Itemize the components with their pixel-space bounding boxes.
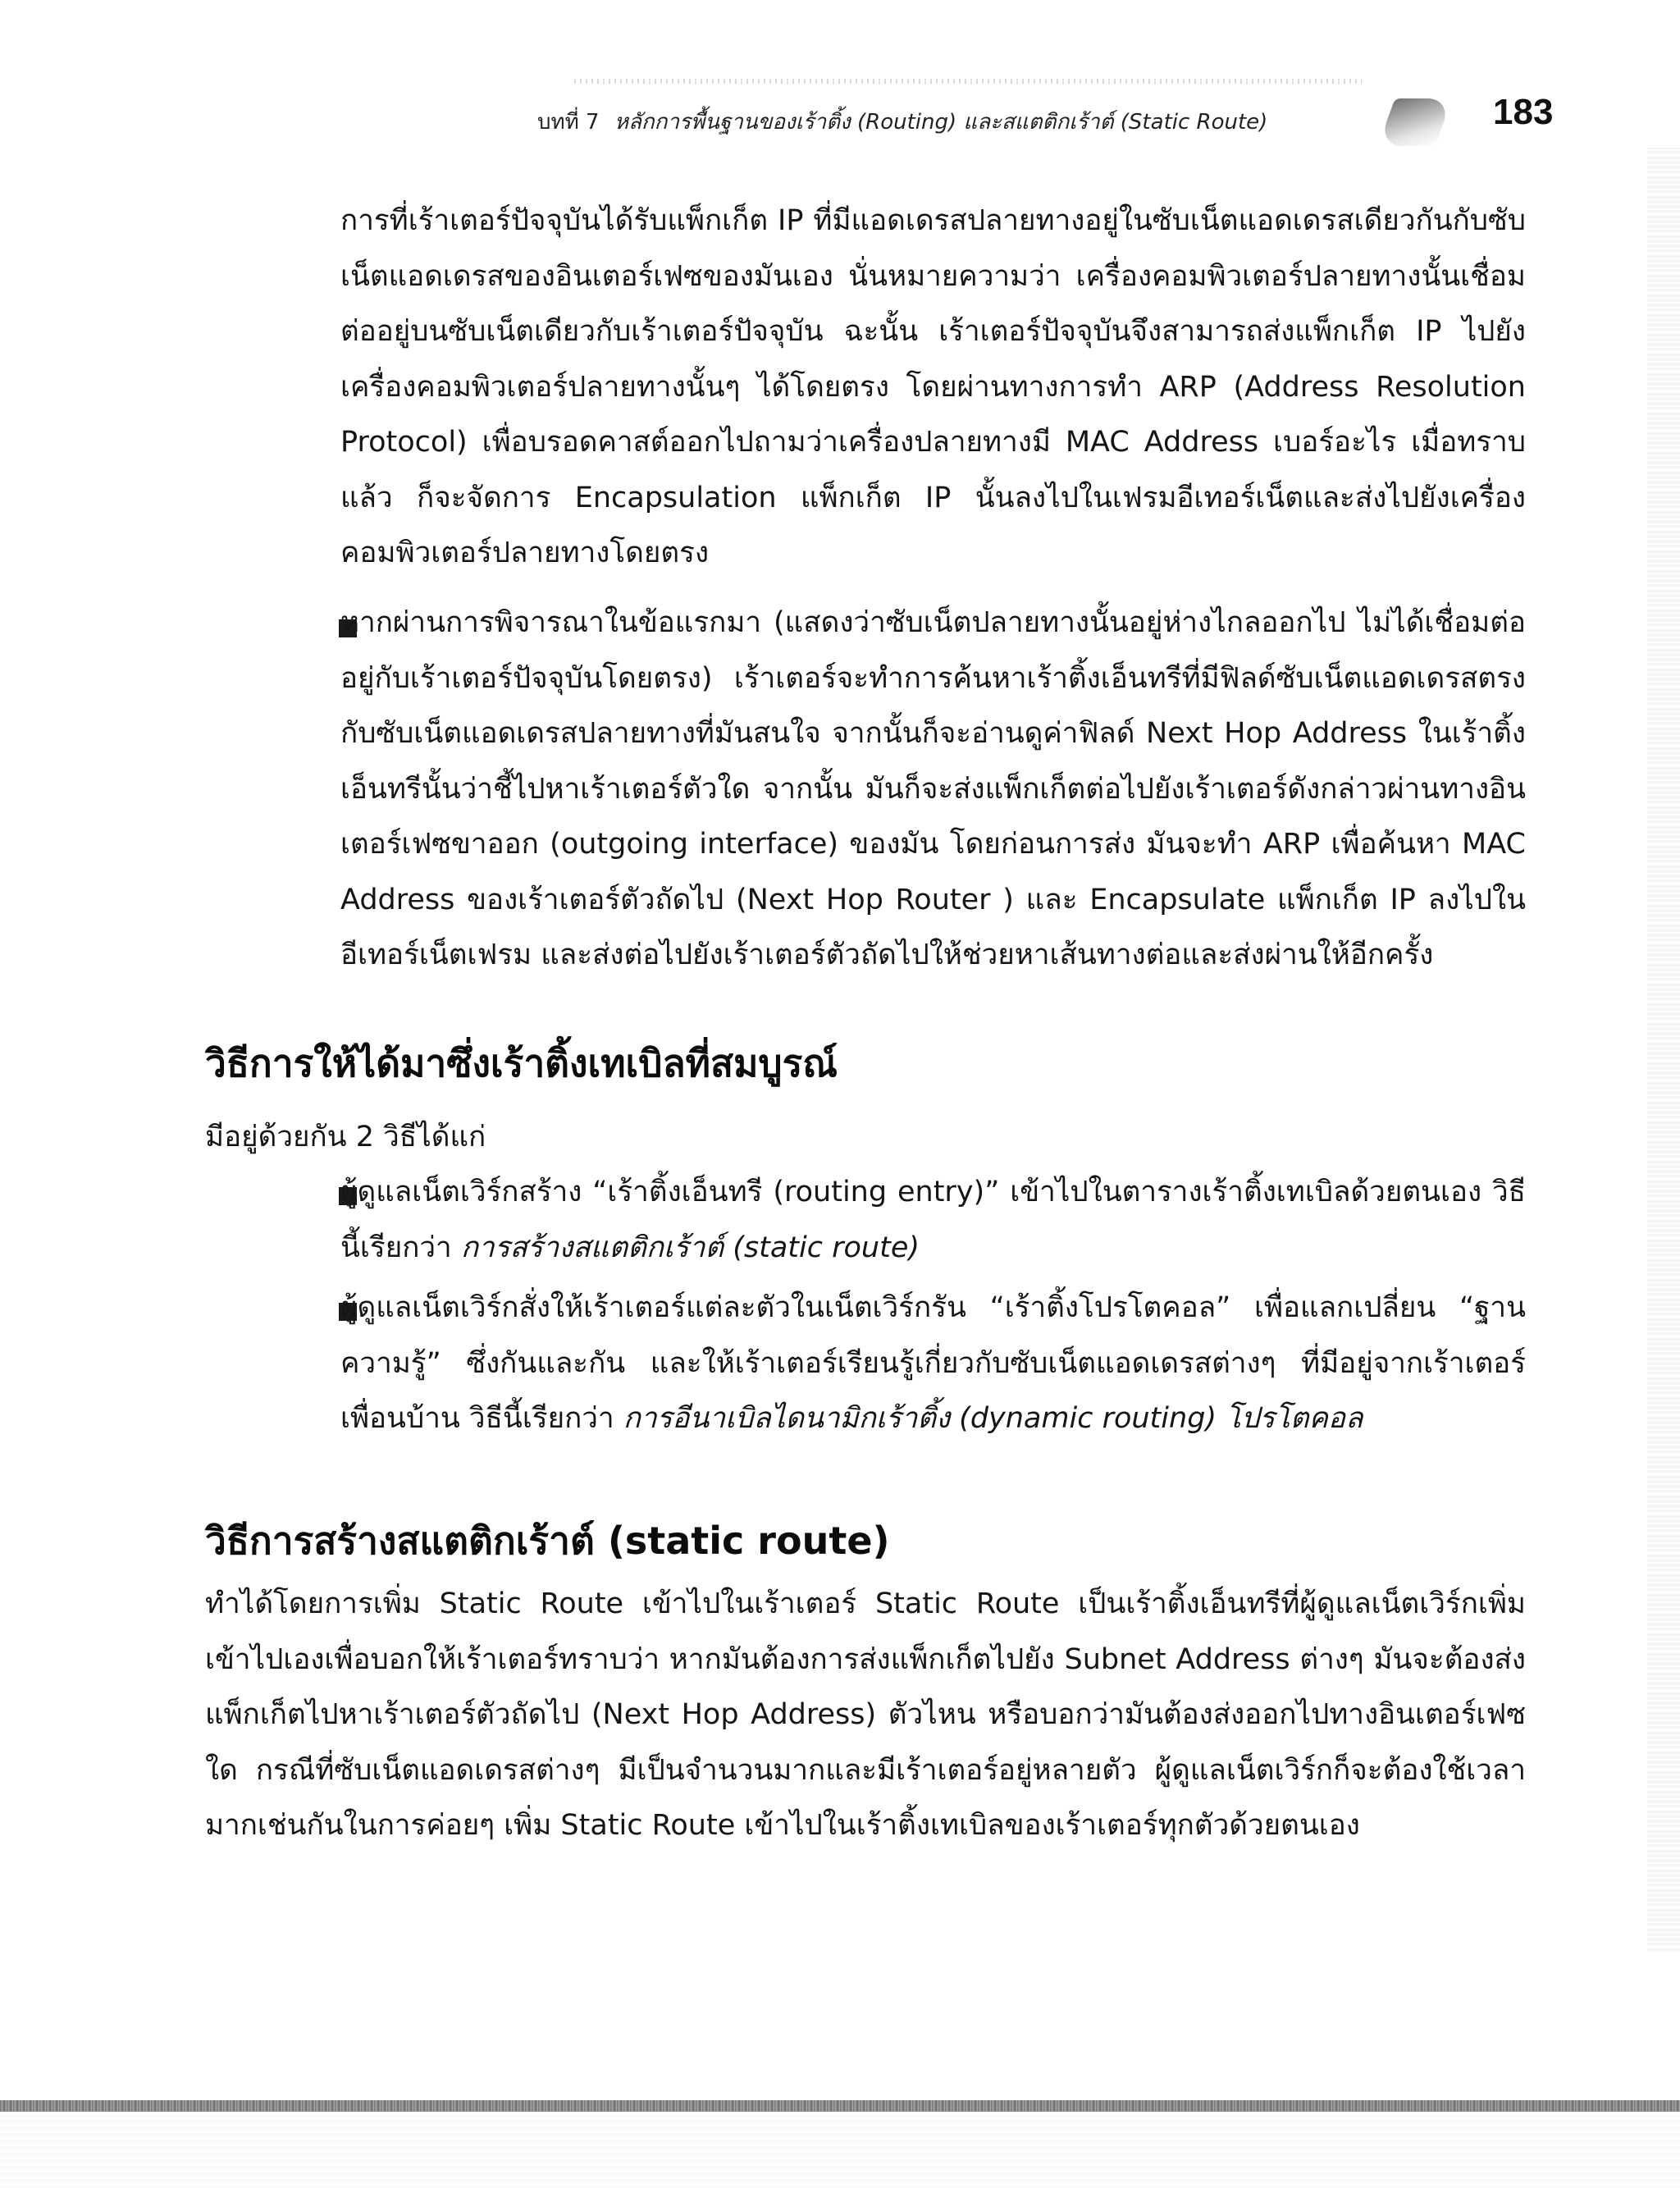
scan-noise-right xyxy=(1647,148,1680,1953)
static-route-paragraph: ทำได้โดยการเพิ่ม Static Route เข้าไปในเร้าเตอร์ Static Route เป็นเร้าติ้งเอ็นทรีที่ผู้ดูแลเน็ตเวิร์กเพิ่มเข้าไปเองเพื่อบอกให้เร้าเตอร์ทราบว่า หากมันต้องการส่งแพ็กเก็ตไปยัง Subnet Address ต่างๆ มันจะต้องส่งแพ็กเก็ตไปหาเร้าเตอร์ตัวถัดไป (Next Hop Address) ตัวไหน หรือบอกว่ามันต้องส่งออกไปทางอินเตอร์เฟซใด กรณีที่ซับเน็ตแอดเดรสต่างๆ มีเป็นจำนวนมากและมีเร้าเตอร์อยู่หลายตัว ผู้ดูแลเน็ตเวิร์กก็จะต้องใช้เวลามากเช่นกันในการค่อยๆ เพิ่ม Static Route เข้าไปในเร้าติ้งเทเบิลของเร้าเตอร์ทุกตัวด้วยตนเอง xyxy=(205,1587,1526,1842)
chapter-title: หลักการพื้นฐานของเร้าติ้ง (Routing) และสแตติกเร้าต์ (Static Route) xyxy=(614,110,1268,135)
bullet-remote-subnet xyxy=(340,596,1526,984)
list-item-dynamic-text: ผู้ดูแลเน็ตเวิร์กสั่งให้เร้าเตอร์แต่ละตัวในเน็ตเวิร์กรัน “เร้าติ้งโปรโตคอล” เพื่อแลกเปลี่ยน “ฐานความรู้” ซึ่งกันและกัน และให้เร้าเตอร์เรียนรู้เกี่ยวกับซับเน็ตแอดเดรสต่างๆ ที่มีอยู่จากเร้าเตอร์เพื่อนบ้าน วิธีนี้เรียกว่า xyxy=(340,1291,1526,1435)
page-number: 183 xyxy=(1493,92,1554,132)
list-item-dynamic xyxy=(340,1281,1526,1447)
section-heading-static: วิธีการสร้างสแตติกเร้าต์ (static route) xyxy=(205,1519,890,1563)
section-lead: มีอยู่ด้วยกัน 2 วิธีได้แก่ xyxy=(205,1121,486,1153)
running-header xyxy=(537,105,1267,139)
list-item-static xyxy=(340,1165,1526,1276)
list-item-dynamic-term: การอีนาเบิลไดนามิกเร้าติ้ง (dynamic routing) โปรโตคอล xyxy=(623,1402,1363,1435)
bullet-remote-subnet-text: หากผ่านการพิจารณาในข้อแรกมา (แสดงว่าซับเน็ตปลายทางนั้นอยู่ห่างไกลออกไป ไม่ได้เชื่อมต่ออยู่กับเร้าเตอร์ปัจจุบันโดยตรง) เร้าเตอร์จะทำการค้นหาเร้าติ้งเอ็นทรีที่มีฟิลด์ซับเน็ตแอดเดรสตรงกับซับเน็ตแอดเดรสปลายทางที่มันสนใจ จากนั้นก็จะอ่านดูค่าฟิลด์ Next Hop Address ในเร้าติ้งเอ็นทรีนั้นว่าชี้ไปหาเร้าเตอร์ตัวใด จากนั้น มันก็จะส่งแพ็กเก็ตต่อไปยังเร้าเตอร์ดังกล่าวผ่านทางอินเตอร์เฟซขาออก (outgoing interface) ของมัน โดยก่อนการส่ง มันจะทำ ARP เพื่อค้นหา MAC Address ของเร้าเตอร์ตัวถัดไป (Next Hop Router ) และ Encapsulate แพ็กเก็ต IP ลงไปในอีเทอร์เน็ตเฟรม และส่งต่อไปยังเร้าเตอร์ตัวถัดไปให้ช่วยหาเส้นทางต่อและส่งผ่านให้อีกครั้ง xyxy=(340,606,1526,971)
scan-noise-top xyxy=(574,79,1362,84)
list-item-static-term: การสร้างสแตติกเร้าต์ (static route) xyxy=(460,1231,920,1264)
header-ornament xyxy=(1377,98,1452,146)
section-heading-ways: วิธีการให้ได้มาซึ่งเร้าติ้งเทเบิลที่สมบูรณ์ xyxy=(205,1041,838,1085)
scan-band-bottom xyxy=(0,2100,1680,2112)
list-item-static-text: ผู้ดูแลเน็ตเวิร์กสร้าง “เร้าติ้งเอ็นทรี (routing entry)” เข้าไปในตารางเร้าติ้งเทเบิลด้วยตนเอง วิธีนี้เรียกว่า xyxy=(340,1176,1526,1264)
chapter-label: บทที่ 7 xyxy=(537,110,600,135)
intro-paragraph: การที่เร้าเตอร์ปัจจุบันได้รับแพ็กเก็ต IP ที่มีแอดเดรสปลายทางอยู่ในซับเน็ตแอดเดรสเดียวกันกับซับเน็ตแอดเดรสของอินเตอร์เฟซของมันเอง นั่นหมายความว่า เครื่องคอมพิวเตอร์ปลายทางนั้นเชื่อมต่ออยู่บนซับเน็ตเดียวกับเร้าเตอร์ปัจจุบัน ฉะนั้น เร้าเตอร์ปัจจุบันจึงสามารถส่งแพ็กเก็ต IP ไปยังเครื่องคอมพิวเตอร์ปลายทางนั้นๆ ได้โดยตรง โดยผ่านทางการทำ ARP (Address Resolution Protocol) เพื่อบรอดคาสต์ออกไปถามว่าเครื่องปลายทางมี MAC Address เบอร์อะไร เมื่อทราบแล้ว ก็จะจัดการ Encapsulation แพ็กเก็ต IP นั้นลงไปในเฟรมอีเทอร์เน็ตและส่งไปยังเครื่องคอมพิวเตอร์ปลายทางโดยตรง xyxy=(340,204,1526,569)
scan-noise-bottom xyxy=(0,2115,1680,2188)
